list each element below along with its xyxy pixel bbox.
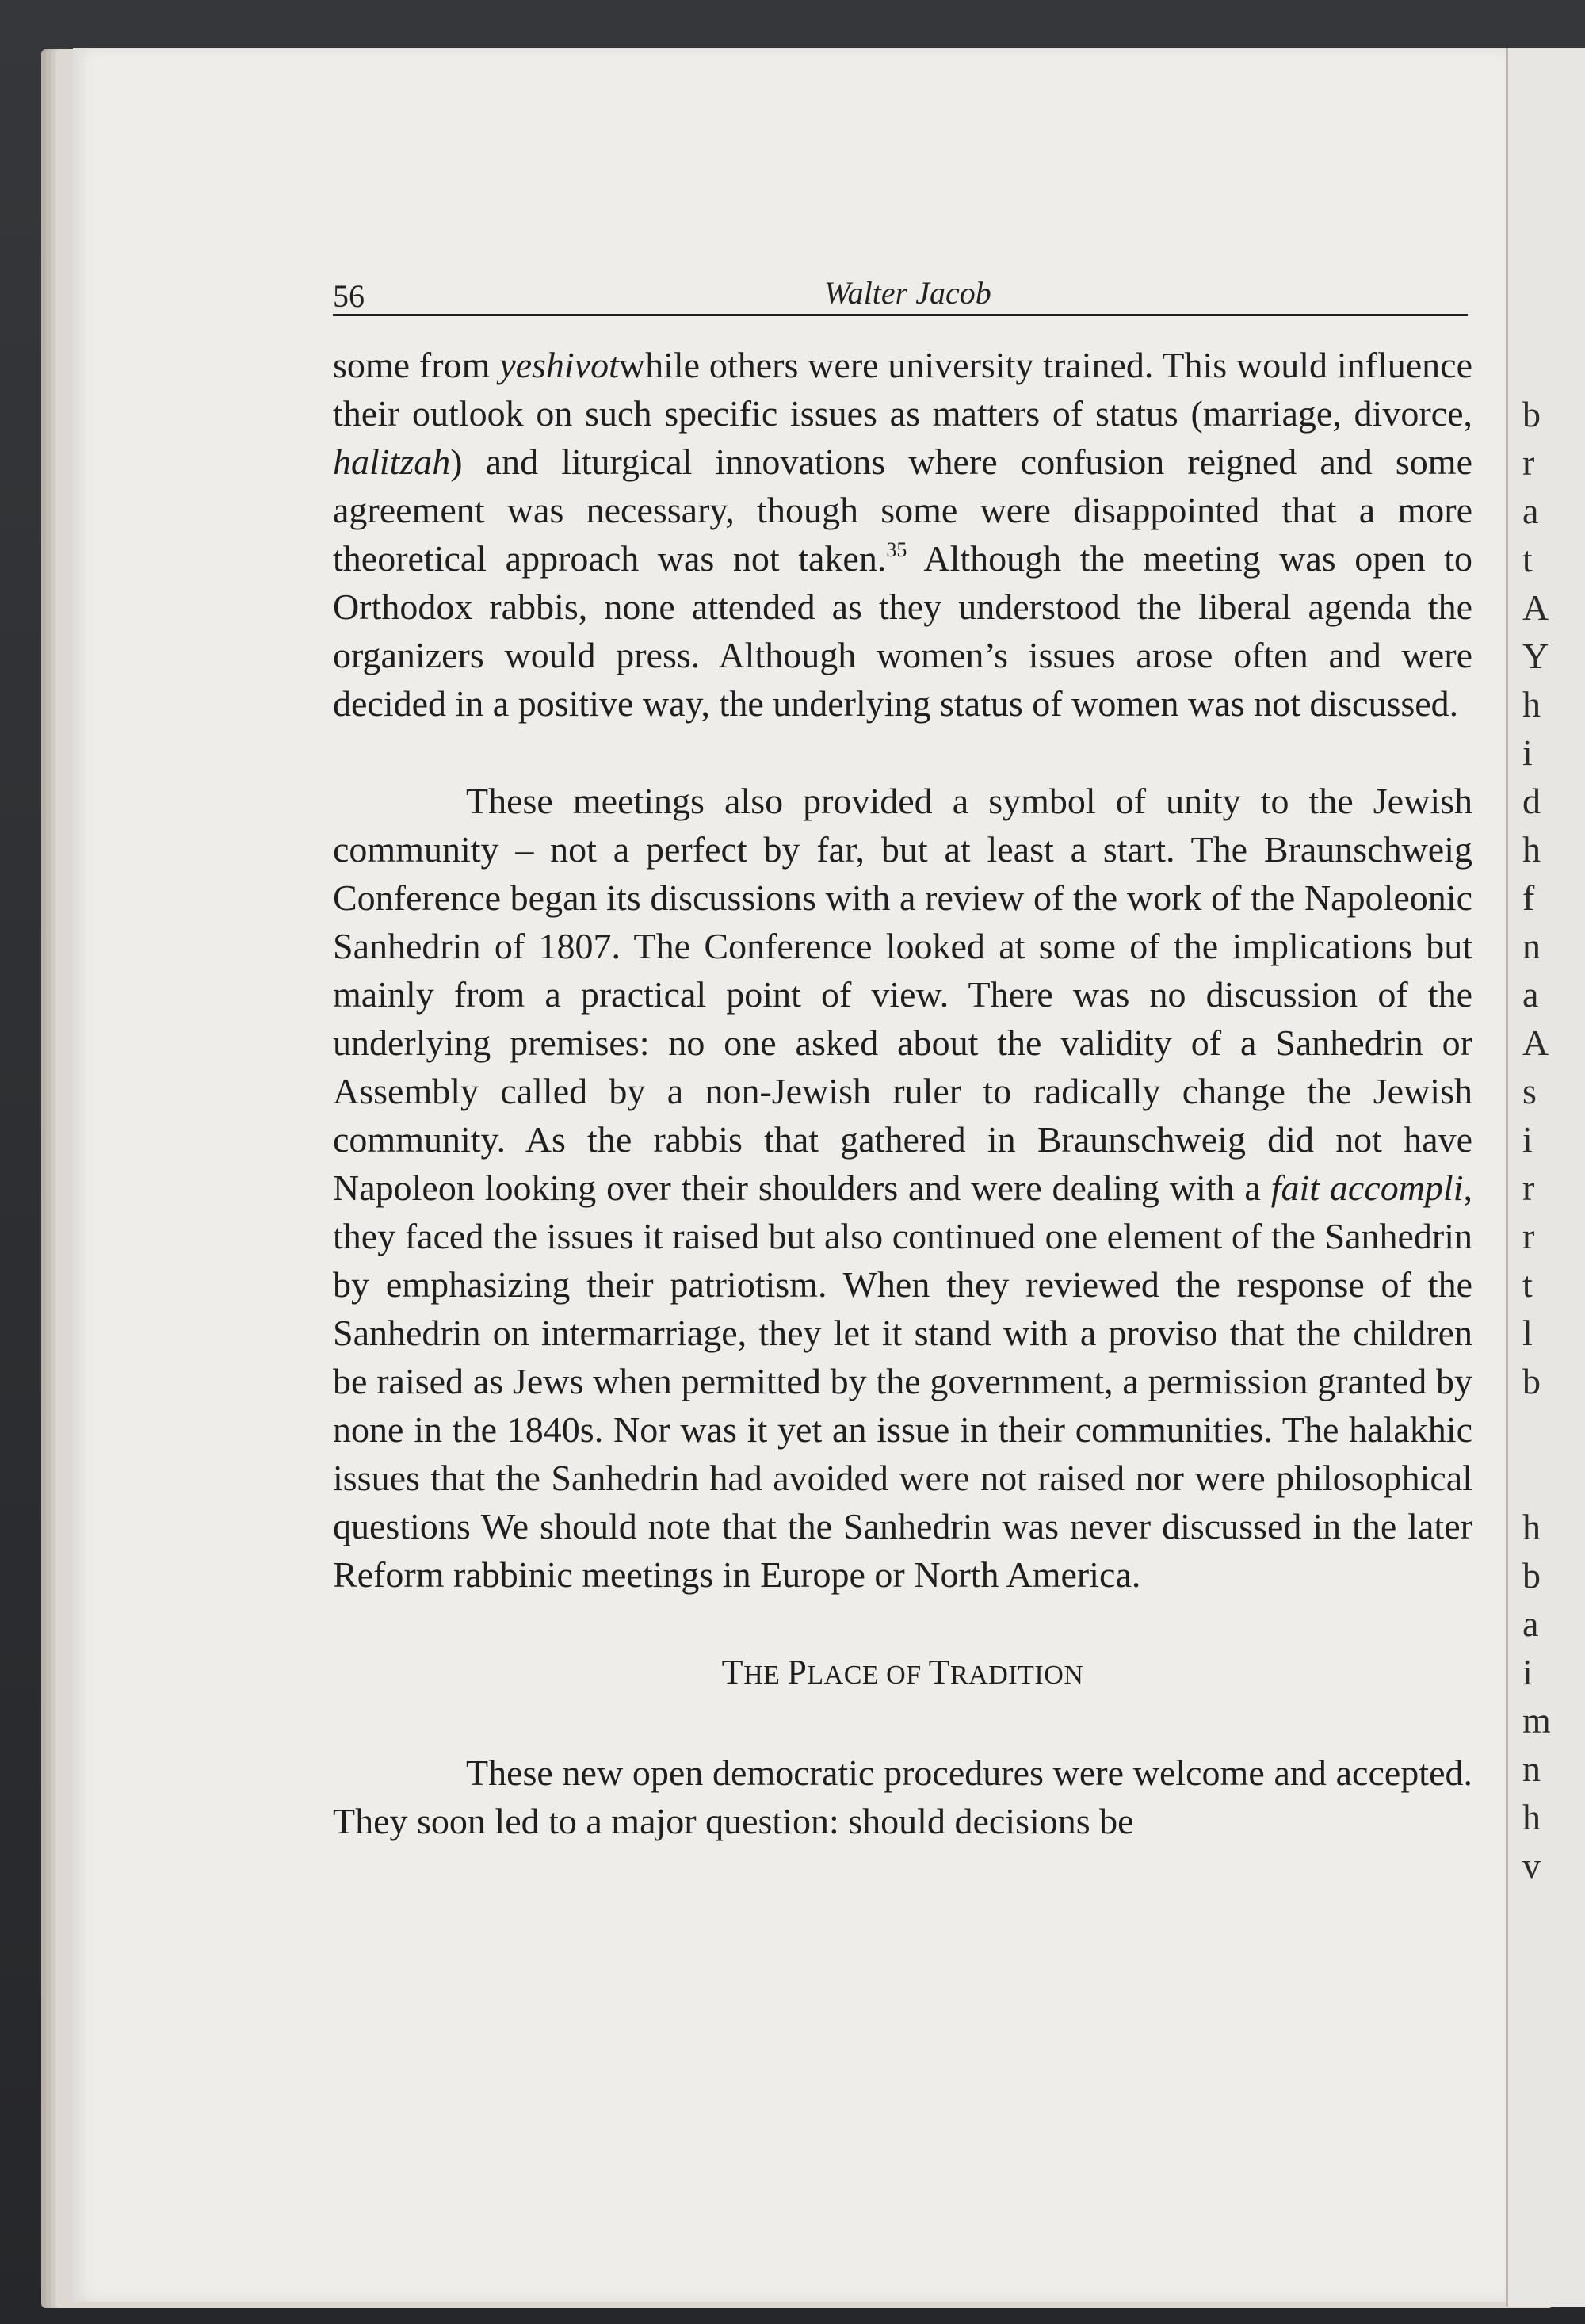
facing-fragment: n (1522, 926, 1541, 966)
facing-fragment: a (1522, 974, 1539, 1015)
text-run: ) and liturgical innovations where confusion reigned and some agreement was necessary, though some were disappointed that a more theoretical approach was not taken. (333, 441, 1472, 579)
text-run: Although the meeting was open to Orthodox rabbis, none attended as they understood the liberal agenda the organizers would press. Although women’s issues arose often and were decided in a positive way, the underlying status of women was not discussed. (333, 538, 1472, 724)
facing-fragment: i (1522, 1652, 1533, 1692)
facing-fragment: i (1522, 1119, 1533, 1160)
paragraph-1 (333, 341, 1472, 728)
facing-fragment: a (1522, 1603, 1539, 1644)
text-run: , they faced the issues it raised but also continued one element of the Sanhedrin by emphasizing their patriotism. When they reviewed the response of the Sanhedrin on intermarriage, they let it stand with a proviso that the children be raised as Jews when permitted by the government, a permission granted by none in the 1840s. Nor was it yet an issue in their communities. The halakhic issues that the Sanhedrin had avoided were not raised nor were philosophical questions We should note that the Sanhedrin was never discussed in the later Reform rabbinic meetings in Europe or North America. (333, 1168, 1472, 1595)
heading-smallcaps: LACE OF (807, 1661, 929, 1690)
facing-fragment: n (1522, 1749, 1541, 1789)
facing-fragment: s (1522, 1071, 1537, 1111)
facing-fragment: A (1522, 1022, 1549, 1063)
running-head (333, 277, 1468, 316)
facing-page (1506, 48, 1585, 2307)
text-run: while others were university trained. This would influence their outlook on such specific issues as matters of status (marriage, divorce, (333, 345, 1472, 434)
italic-term: halitzah (333, 441, 451, 482)
facing-fragment: b (1522, 1361, 1541, 1401)
facing-fragment: a (1522, 491, 1539, 531)
facing-fragment: i (1522, 732, 1533, 773)
facing-fragment: r (1522, 1216, 1535, 1256)
facing-fragment: b (1522, 1555, 1541, 1596)
italic-term: yeshivot (499, 345, 619, 385)
body-text (333, 341, 1472, 1845)
heading-cap: T (721, 1653, 744, 1691)
facing-fragment: f (1522, 877, 1535, 918)
paragraph-gap (333, 728, 1472, 777)
italic-term: fait accompli (1270, 1168, 1464, 1208)
facing-fragment: h (1522, 829, 1541, 870)
facing-fragment: A (1522, 587, 1549, 628)
page-number: 56 (333, 278, 365, 314)
facing-fragment: h (1522, 1507, 1541, 1547)
facing-fragment: h (1522, 1797, 1541, 1837)
facing-fragment: l (1522, 1313, 1533, 1353)
paragraph-gap (333, 1599, 1472, 1648)
section-heading (333, 1648, 1472, 1699)
facing-fragment: t (1522, 539, 1533, 579)
paragraph-gap (333, 1699, 1472, 1749)
running-head-author: Walter Jacob (824, 275, 991, 311)
facing-fragment: m (1522, 1700, 1551, 1741)
text-run: These new open democratic procedures were welcome and accepted. They soon led to a major question: should decisions be (333, 1753, 1472, 1841)
paragraph-2 (333, 777, 1472, 1599)
text-run: some from (333, 345, 500, 385)
facing-fragment: b (1522, 394, 1541, 434)
heading-smallcaps: RADITION (950, 1661, 1084, 1690)
footnote-marker: 35 (886, 538, 907, 561)
facing-fragment: r (1522, 442, 1535, 483)
facing-fragment: h (1522, 684, 1541, 724)
facing-fragment: r (1522, 1168, 1535, 1208)
heading-cap: T (928, 1653, 950, 1691)
facing-fragment: d (1522, 781, 1541, 821)
facing-fragment: t (1522, 1264, 1533, 1305)
facing-fragment: v (1522, 1845, 1541, 1886)
heading-cap: P (787, 1653, 808, 1691)
paragraph-3 (333, 1749, 1472, 1845)
heading-smallcaps: HE (743, 1661, 788, 1690)
facing-fragment: Y (1522, 636, 1549, 676)
text-run: These meetings also provided a symbol of unity to the Jewish community – not a perfect by far, but at least a start. The Braunschweig Conference began its discussions with a review of the work of the Napoleonic Sanhedrin of 1807. The Conference looked at some of the implications but mainly from a practical point of view. There was no discussion of the underlying premises: no one asked about the validity of a Sanhedrin or Assembly called by a non-Jewish ruler to radically change the Jewish community. As the rabbis that gathered in Braunschweig did not have Napoleon looking over their shoulders and were dealing with a (333, 781, 1472, 1208)
